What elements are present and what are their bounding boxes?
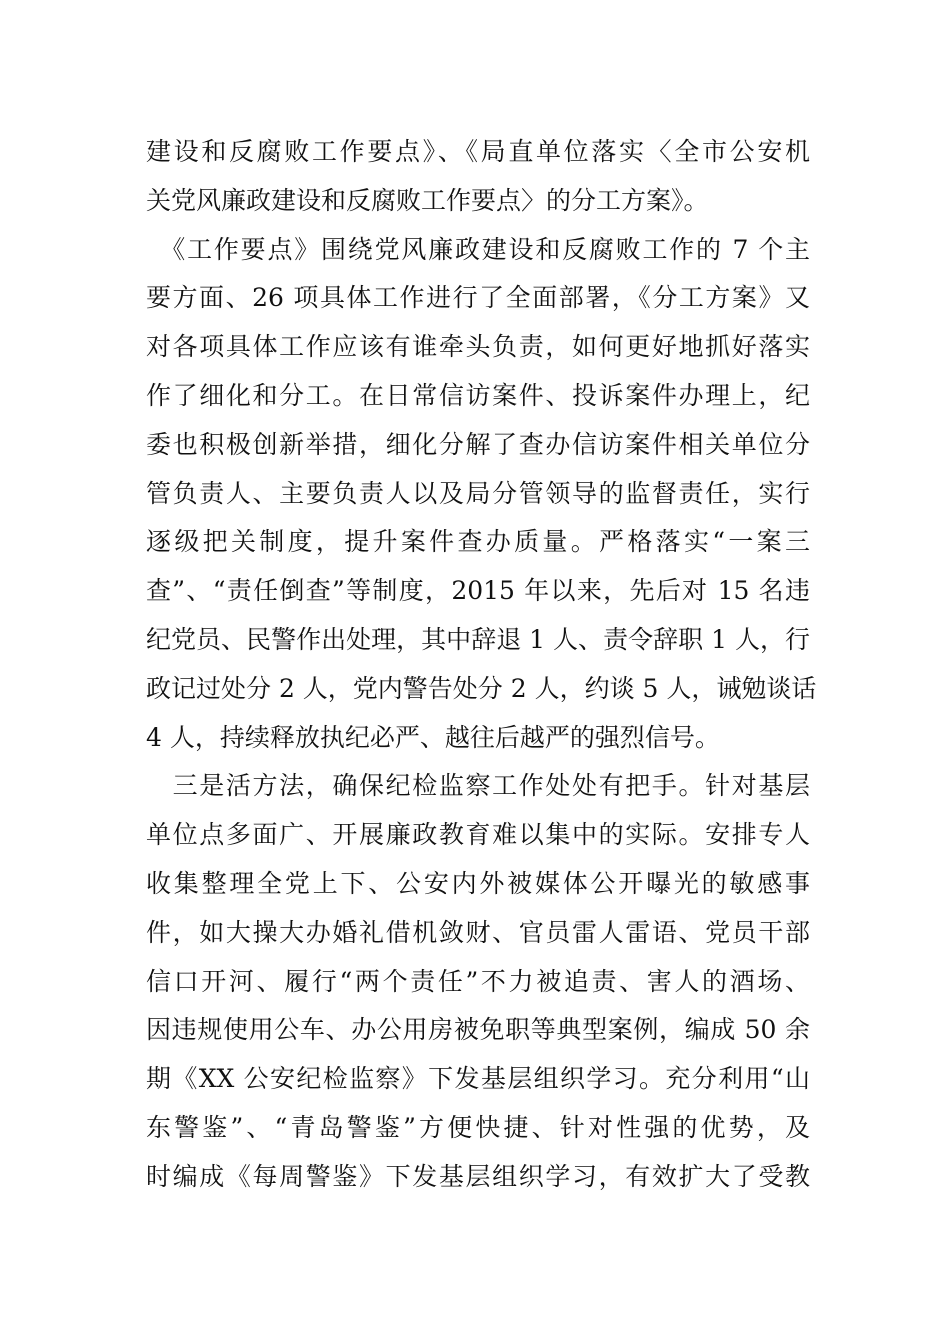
text-line: 逐级把关制度，提升案件查办质量。严格落实“一案三 (146, 527, 810, 557)
text-line: 4 人，持续释放执纪必严、越往后越严的强烈信号。 (146, 722, 720, 752)
text-line: 因违规使用公车、办公用房被免职等典型案例，编成 50 余 (146, 1015, 810, 1045)
text-line: 单位点多面广、开展廉政教育难以集中的实际。安排专人 (146, 820, 810, 850)
text-line: 查”、“责任倒查”等制度，2015 年以来，先后对 15 名违 (146, 576, 810, 606)
text-line: 时编成《每周警鉴》下发基层组织学习，有效扩大了受教 (146, 1161, 810, 1191)
text-line: 关党风廉政建设和反腐败工作要点〉的分工方案》。 (146, 185, 709, 215)
text-line: 政记过处分 2 人，党内警告处分 2 人，约谈 5 人，诫勉谈话 (146, 673, 817, 703)
text-line: 建设和反腐败工作要点》、《局直单位落实〈全市公安机 (146, 137, 810, 166)
text-line: 作了细化和分工。在日常信访案件、投诉案件办理上，纪 (146, 380, 810, 410)
text-line: 要方面、26 项具体工作进行了全面部署，《分工方案》又 (146, 283, 810, 313)
text-line: 期《XX 公安纪检监察》下发基层组织学习。充分利用“山 (146, 1064, 810, 1094)
text-line: 件，如大操大办婚礼借机敛财、官员雷人雷语、党员干部 (146, 917, 810, 947)
text-line: 对各项具体工作应该有谁牵头负责，如何更好地抓好落实 (146, 332, 810, 362)
text-line: 收集整理全党上下、公安内外被媒体公开曝光的敏感事 (146, 868, 810, 898)
text-line: 三是活方法，确保纪检监察工作处处有把手。针对基层 (146, 771, 810, 801)
text-line: 纪党员、民警作出处理，其中辞退 1 人、责令辞职 1 人，行 (146, 624, 810, 654)
body-text (146, 128, 817, 1202)
text-line: 东警鉴”、“青岛警鉴”方便快捷、针对性强的优势，及 (146, 1112, 810, 1142)
text-line: 信口开河、履行“两个责任”不力被追责、害人的酒场、 (146, 966, 810, 996)
text-line: 管负责人、主要负责人以及局分管领导的监督责任，实行 (146, 478, 810, 508)
text-line: 委也积极创新举措，细化分解了查办信访案件相关单位分 (146, 429, 810, 459)
text-line: 《工作要点》围绕党风廉政建设和反腐败工作的 7 个主 (146, 234, 810, 264)
